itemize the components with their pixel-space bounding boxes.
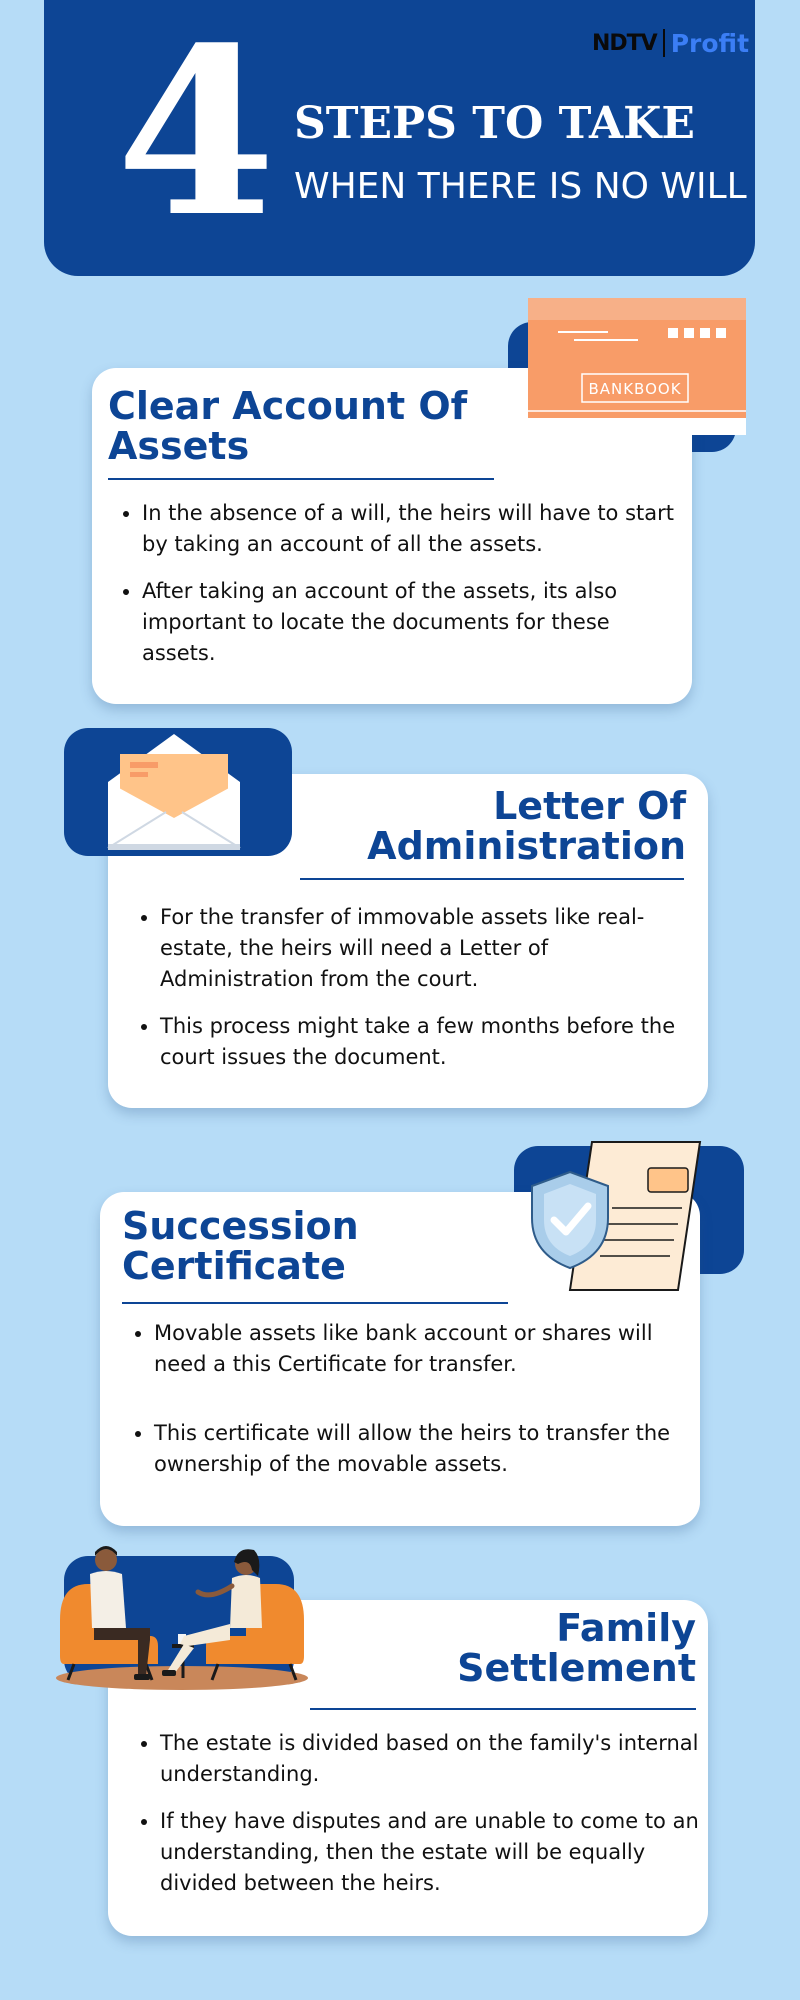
logo-profit-text: Profit	[670, 28, 750, 58]
step-count-number: 4	[116, 0, 277, 268]
step3-title: Succession Certificate	[122, 1204, 359, 1288]
step4-title-underline	[310, 1708, 696, 1710]
ndtv-profit-logo	[592, 26, 749, 60]
list-item: • If they have disputes and are unable to come to an understanding, then the estate will be equally divided between the heirs.	[160, 1806, 708, 1899]
step2-bullet-list	[124, 902, 706, 1089]
step3-bullet-list	[118, 1318, 704, 1496]
step1-title-underline	[108, 478, 494, 480]
list-item: • In the absence of a will, the heirs will have to start by taking an account of all the assets.	[142, 498, 682, 560]
header-banner	[44, 0, 755, 276]
header-title: STEPS TO TAKE	[294, 98, 695, 149]
step4-title: Family Settlement	[457, 1606, 696, 1690]
family-meeting-illustration	[54, 1540, 310, 1690]
step4-bullet-list	[124, 1728, 708, 1915]
list-item: • For the transfer of immovable assets like real-estate, the heirs will need a Letter of Administration from the court.	[160, 902, 706, 995]
step1-bullet-list	[106, 498, 682, 685]
list-item: • Movable assets like bank account or shares will need a this Certificate for transfer.	[154, 1318, 704, 1380]
logo-ndtv-text: NDTV	[592, 30, 657, 56]
certificate-shield-icon	[528, 1138, 714, 1292]
step2-title: Letter Of Administration	[367, 784, 686, 868]
header-subtitle: WHEN THERE IS NO WILL	[294, 166, 747, 207]
bankbook-illustration	[528, 298, 746, 435]
list-item: • After taking an account of the assets, its also important to locate the documents for these assets.	[142, 576, 682, 669]
list-item: • The estate is divided based on the family's internal understanding.	[160, 1728, 708, 1790]
step2-title-underline	[300, 878, 684, 880]
step1-title: Clear Account Of Assets	[108, 384, 468, 468]
list-item: • This certificate will allow the heirs to transfer the ownership of the movable assets.	[154, 1418, 704, 1480]
step3-title-underline	[122, 1302, 508, 1304]
bankbook-label: BANKBOOK	[588, 380, 682, 398]
envelope-letter-icon	[106, 732, 242, 850]
logo-divider	[663, 29, 665, 57]
list-item: • This process might take a few months before the court issues the document.	[160, 1011, 706, 1073]
